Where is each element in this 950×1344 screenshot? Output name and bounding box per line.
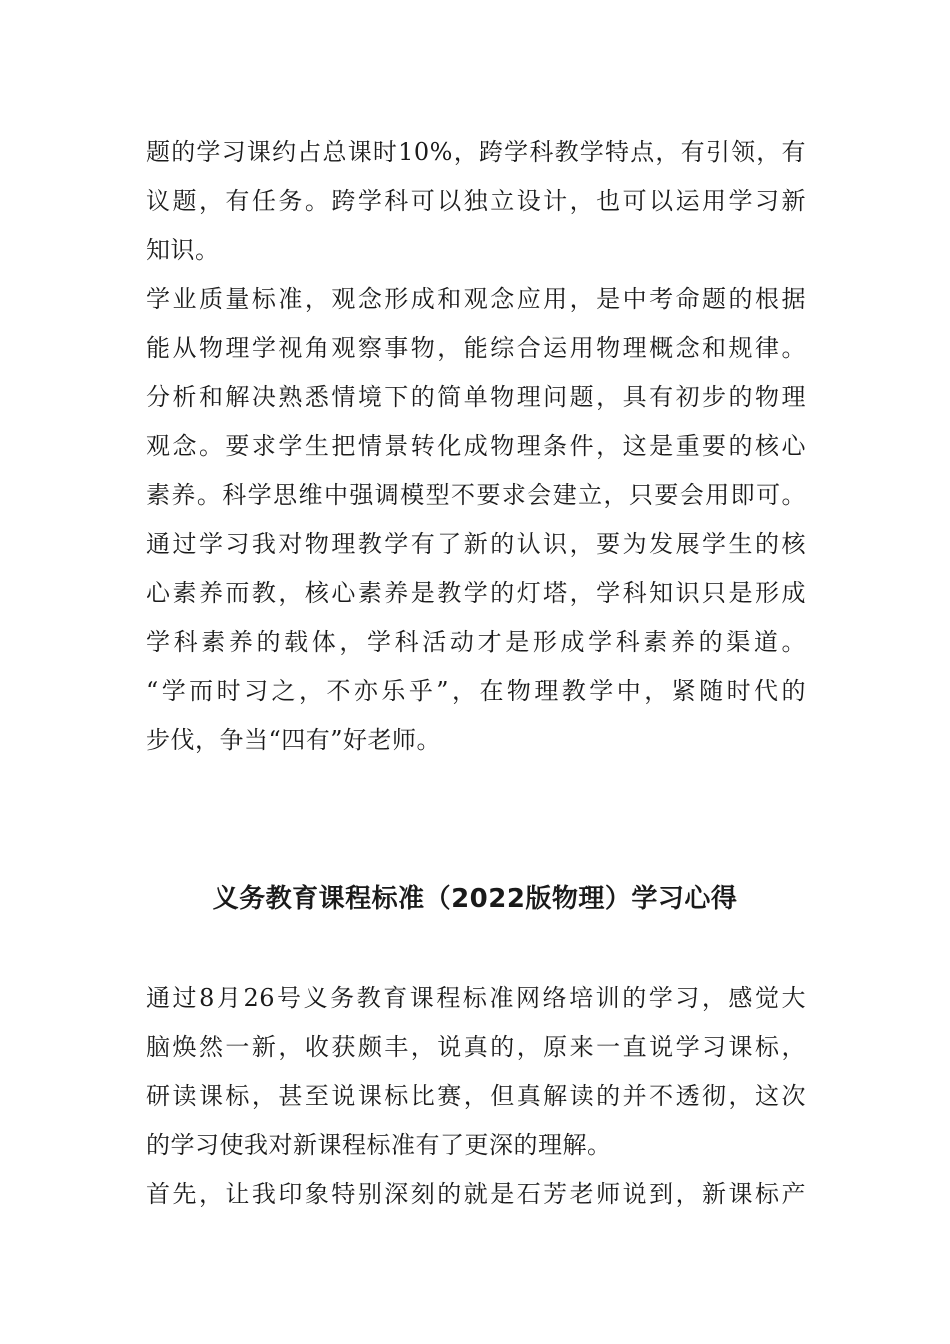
top-section-text [146,128,806,765]
text-line: 的学习使我对新课程标准有了更深的理解。 [146,1131,612,1159]
text-line: 观念。要求学生把情景转化成物理条件，这是重要的核心 [146,432,806,460]
text-line: 脑焕然一新，收获颇丰，说真的，原来一直说学习课标， [146,1033,806,1061]
text-line: 研读课标，甚至说课标比赛，但真解读的并不透彻，这次 [146,1082,806,1110]
text-line: 首先，让我印象特别深刻的就是石芳老师说到，新课标产 [146,1180,806,1208]
text-line: 学科素养的载体，学科活动才是形成学科素养的渠道。 [146,628,806,656]
text-line: 议题，有任务。跨学科可以独立设计，也可以运用学习新 [146,187,806,215]
text-line: 知识。 [146,236,220,264]
text-line: 步伐，争当“四有”好老师。 [146,726,442,754]
article-body-text [146,974,806,1219]
text-line: “学而时习之，不亦乐乎”，在物理教学中，紧随时代的 [146,677,806,705]
text-line: 题的学习课约占总课时10%，跨学科教学特点，有引领，有 [146,138,806,166]
text-line: 通过学习我对物理教学有了新的认识，要为发展学生的核 [146,530,806,558]
text-line: 分析和解决熟悉情境下的简单物理问题，具有初步的物理 [146,383,806,411]
text-line: 素养。科学思维中强调模型不要求会建立，只要会用即可。 [146,481,806,509]
article-title: 义务教育课程标准（2022版物理）学习心得 [212,884,738,914]
text-line: 通过8月26号义务教育课程标准网络培训的学习，感觉大 [146,984,806,1012]
text-line: 心素养而教，核心素养是教学的灯塔，学科知识只是形成 [146,579,806,607]
text-line: 能从物理学视角观察事物，能综合运用物理概念和规律。 [146,334,806,362]
text-line: 学业质量标准，观念形成和观念应用，是中考命题的根据 [146,285,806,313]
